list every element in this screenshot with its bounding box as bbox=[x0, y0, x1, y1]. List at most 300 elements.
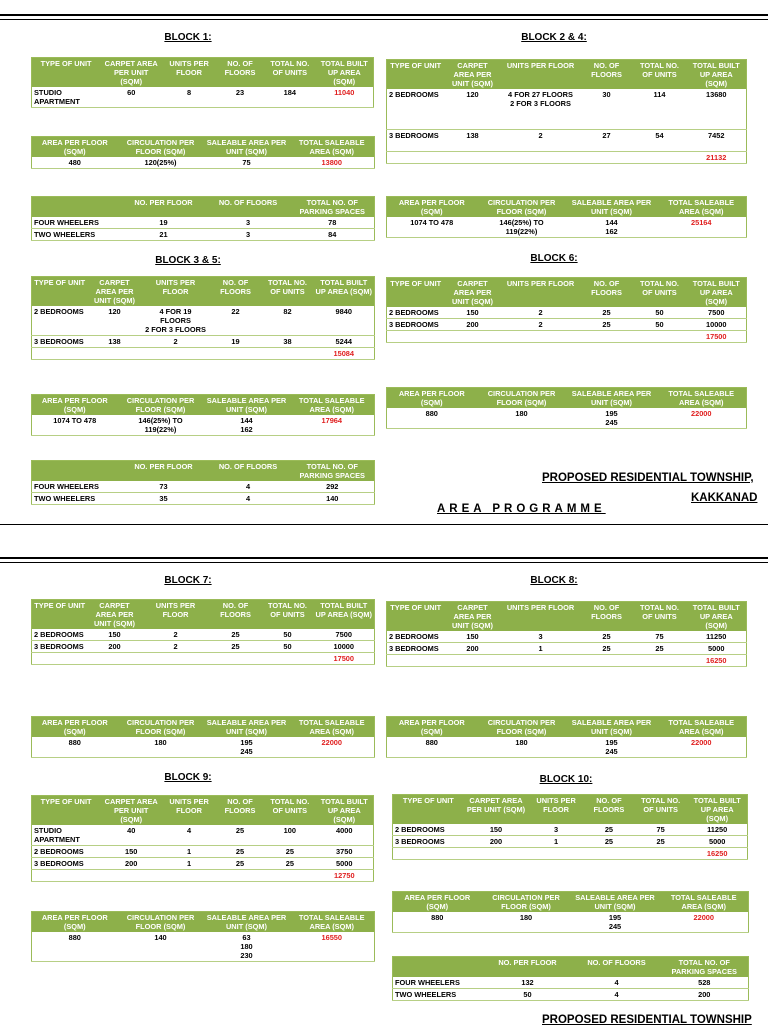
table-cell: 25164 bbox=[657, 217, 747, 238]
header-row bbox=[32, 137, 375, 158]
table-row bbox=[32, 825, 374, 846]
table-cell: 38 bbox=[262, 336, 314, 348]
total-built-up-value: 17500 bbox=[687, 331, 747, 343]
table-cell bbox=[216, 870, 264, 882]
table-cell: 75 bbox=[633, 631, 687, 643]
block-3-5-title: BLOCK 3 & 5: bbox=[155, 255, 221, 266]
total-row bbox=[32, 870, 374, 882]
table-cell: 184 bbox=[264, 87, 315, 108]
header-row bbox=[32, 717, 375, 738]
column-header: CIRCULATION PER FLOOR (SQM) bbox=[482, 892, 571, 913]
table-cell: 200 bbox=[445, 319, 501, 331]
column-header: TOTAL SALEABLE AREA (SQM) bbox=[657, 197, 747, 218]
table-cell: 25 bbox=[210, 641, 262, 653]
block-1-unit-table bbox=[31, 57, 374, 108]
table-cell: 35 bbox=[122, 493, 206, 505]
total-built-up-value: 17500 bbox=[314, 653, 375, 665]
table-cell: 4 bbox=[162, 825, 216, 846]
column-header: TOTAL NO. OF PARKING SPACES bbox=[291, 461, 375, 482]
column-header: CARPET AREA PER UNIT (SQM) bbox=[445, 278, 501, 308]
column-header: CIRCULATION PER FLOOR (SQM) bbox=[118, 717, 204, 738]
footer-title-line2: KAKKANAD bbox=[691, 492, 758, 504]
table-cell bbox=[445, 331, 501, 343]
table-row bbox=[393, 836, 748, 848]
column-header: NO. OF FLOORS bbox=[584, 795, 634, 825]
column-header: TOTAL SALEABLE AREA (SQM) bbox=[290, 395, 375, 416]
table-cell: 146(25%) TO 119(22%) bbox=[118, 415, 204, 436]
table-cell: 5000 bbox=[687, 836, 747, 848]
table-row bbox=[387, 408, 747, 429]
table-cell: 3 BEDROOMS bbox=[387, 129, 445, 151]
table-cell: 200 bbox=[445, 643, 501, 655]
total-built-up-value: 15084 bbox=[314, 348, 375, 360]
column-header: UNITS PER FLOOR bbox=[501, 60, 581, 90]
footer-cut-title: PROPOSED RESIDENTIAL TOWNSHIP bbox=[542, 1014, 752, 1026]
column-header: NO. OF FLOORS bbox=[210, 600, 262, 630]
column-header bbox=[32, 461, 122, 482]
column-header: TYPE OF UNIT bbox=[32, 277, 88, 307]
table-cell bbox=[584, 848, 634, 860]
table-cell: 25 bbox=[216, 825, 264, 846]
column-header: NO. PER FLOOR bbox=[122, 461, 206, 482]
table-row bbox=[32, 846, 374, 858]
table-cell: 150 bbox=[100, 846, 162, 858]
page-2-top-rule-thin bbox=[0, 562, 768, 563]
table-cell bbox=[393, 848, 464, 860]
table-cell: 2 BEDROOMS bbox=[32, 846, 101, 858]
column-header: TOTAL BUILT UP AREA (SQM) bbox=[316, 796, 374, 826]
column-header: NO. OF FLOORS bbox=[216, 58, 264, 88]
table-cell bbox=[581, 655, 633, 667]
column-header: TOTAL NO. OF UNITS bbox=[262, 277, 314, 307]
column-header: SALEABLE AREA PER UNIT (SQM) bbox=[204, 395, 290, 416]
table-cell: 4 bbox=[573, 977, 661, 989]
table-cell: TWO WHEELERS bbox=[393, 989, 483, 1001]
table-row bbox=[32, 858, 374, 870]
table-row bbox=[393, 824, 748, 836]
table-cell: 528 bbox=[661, 977, 749, 989]
header-row bbox=[32, 796, 374, 826]
table-cell: 3 BEDROOMS bbox=[32, 858, 101, 870]
table-cell: 144 162 bbox=[567, 217, 657, 238]
table-cell: 2 BEDROOMS bbox=[32, 306, 88, 336]
column-header: CARPET AREA PER UNIT (SQM) bbox=[100, 58, 162, 88]
table-cell: 880 bbox=[32, 932, 118, 962]
column-header: NO. OF FLOORS bbox=[581, 602, 633, 632]
table-cell: 25 bbox=[210, 629, 262, 641]
column-header: NO. OF FLOORS bbox=[581, 278, 633, 308]
table-cell: 22000 bbox=[657, 408, 747, 429]
column-header: CIRCULATION PER FLOOR (SQM) bbox=[118, 137, 204, 158]
table-cell: 2 bbox=[501, 307, 581, 319]
column-header: TYPE OF UNIT bbox=[32, 58, 101, 88]
column-header: NO. OF FLOORS bbox=[210, 277, 262, 307]
table-cell bbox=[264, 870, 315, 882]
table-cell bbox=[633, 151, 687, 163]
table-cell: 25 bbox=[581, 631, 633, 643]
table-cell: 200 bbox=[100, 858, 162, 870]
table-cell: STUDIO APARTMENT bbox=[32, 87, 101, 108]
column-header: SALEABLE AREA PER UNIT (SQM) bbox=[567, 717, 657, 738]
table-cell bbox=[32, 870, 101, 882]
table-cell: 22000 bbox=[657, 737, 747, 758]
table-cell: 3 BEDROOMS bbox=[32, 336, 88, 348]
table-cell: STUDIO APARTMENT bbox=[32, 825, 101, 846]
table-cell: 25 bbox=[216, 858, 264, 870]
table-row bbox=[32, 493, 375, 505]
column-header: AREA PER FLOOR (SQM) bbox=[32, 395, 118, 416]
table-cell: 120 bbox=[88, 306, 142, 336]
table-cell: 7500 bbox=[687, 307, 747, 319]
table-cell: 25 bbox=[264, 858, 315, 870]
column-header: TOTAL NO. OF UNITS bbox=[633, 278, 687, 308]
column-header: CIRCULATION PER FLOOR (SQM) bbox=[477, 717, 567, 738]
table-cell: 2 bbox=[501, 129, 581, 151]
table-cell bbox=[501, 331, 581, 343]
block-3-5-parking-table bbox=[31, 460, 375, 505]
column-header: UNITS PER FLOOR bbox=[142, 277, 210, 307]
table-cell: 195 245 bbox=[567, 408, 657, 429]
total-built-up-value: 12750 bbox=[316, 870, 374, 882]
table-row bbox=[387, 631, 747, 643]
table-cell: TWO WHEELERS bbox=[32, 493, 122, 505]
table-cell: 2 bbox=[142, 641, 210, 653]
table-cell bbox=[445, 151, 501, 163]
column-header: TOTAL NO. OF PARKING SPACES bbox=[291, 197, 375, 218]
header-row bbox=[32, 277, 375, 307]
table-cell: 2 BEDROOMS bbox=[32, 629, 88, 641]
column-header: TYPE OF UNIT bbox=[32, 600, 88, 630]
table-cell bbox=[581, 151, 633, 163]
table-cell: 4 bbox=[206, 481, 291, 493]
page-2-top-rule bbox=[0, 557, 768, 559]
block-6-area-table bbox=[386, 387, 747, 429]
table-row bbox=[32, 87, 374, 108]
block-10-unit-table bbox=[392, 794, 748, 860]
table-cell bbox=[501, 151, 581, 163]
table-cell: 19 bbox=[210, 336, 262, 348]
column-header: UNITS PER FLOOR bbox=[162, 58, 216, 88]
table-cell: 2 bbox=[142, 336, 210, 348]
column-header: TYPE OF UNIT bbox=[387, 278, 445, 308]
block-1-parking-table bbox=[31, 196, 375, 241]
table-row bbox=[393, 989, 749, 1001]
table-cell: 146(25%) TO 119(22%) bbox=[477, 217, 567, 238]
table-cell bbox=[633, 331, 687, 343]
table-cell: 25 bbox=[633, 643, 687, 655]
column-header: TOTAL BUILT UP AREA (SQM) bbox=[314, 277, 375, 307]
column-header: UNITS PER FLOOR bbox=[528, 795, 584, 825]
column-header: NO. PER FLOOR bbox=[483, 957, 573, 978]
block-10-area-table bbox=[392, 891, 749, 933]
page-1-bottom-rule bbox=[0, 524, 768, 525]
table-cell: 25 bbox=[581, 319, 633, 331]
table-cell: 880 bbox=[387, 408, 477, 429]
table-cell: 50 bbox=[633, 319, 687, 331]
block-1-area-table bbox=[31, 136, 375, 169]
table-cell bbox=[501, 655, 581, 667]
table-cell: 4 bbox=[206, 493, 291, 505]
block-6-unit-table bbox=[386, 277, 747, 343]
table-cell: 180 bbox=[477, 737, 567, 758]
table-cell: 3 BEDROOMS bbox=[393, 836, 464, 848]
column-header: SALEABLE AREA PER UNIT (SQM) bbox=[567, 388, 657, 409]
table-row bbox=[32, 157, 375, 169]
table-cell bbox=[210, 348, 262, 360]
header-row bbox=[32, 461, 375, 482]
table-cell: 23 bbox=[216, 87, 264, 108]
table-row bbox=[32, 336, 375, 348]
table-cell bbox=[142, 348, 210, 360]
table-cell: 200 bbox=[661, 989, 749, 1001]
table-cell bbox=[387, 331, 445, 343]
column-header: TOTAL NO. OF UNITS bbox=[264, 58, 315, 88]
table-cell: 5244 bbox=[314, 336, 375, 348]
table-cell: 3 bbox=[206, 217, 291, 229]
table-cell: 140 bbox=[291, 493, 375, 505]
column-header: CARPET AREA PER UNIT (SQM) bbox=[88, 277, 142, 307]
table-cell: 54 bbox=[633, 129, 687, 151]
column-header: UNITS PER FLOOR bbox=[162, 796, 216, 826]
table-cell: 880 bbox=[32, 737, 118, 758]
table-cell: 50 bbox=[262, 641, 314, 653]
total-built-up-value: 16250 bbox=[687, 848, 747, 860]
table-cell bbox=[32, 653, 88, 665]
column-header: SALEABLE AREA PER UNIT (SQM) bbox=[204, 912, 290, 933]
column-header: TYPE OF UNIT bbox=[32, 796, 101, 826]
block-7-unit-table bbox=[31, 599, 375, 665]
header-row bbox=[387, 278, 747, 308]
column-header: TOTAL BUILT UP AREA (SQM) bbox=[687, 795, 747, 825]
header-row bbox=[387, 717, 747, 738]
table-cell bbox=[581, 331, 633, 343]
column-header: AREA PER FLOOR (SQM) bbox=[393, 892, 482, 913]
header-row bbox=[32, 600, 375, 630]
table-cell: 21 bbox=[122, 229, 206, 241]
column-header: NO. OF FLOORS bbox=[206, 461, 291, 482]
table-row bbox=[32, 217, 375, 229]
total-row bbox=[387, 151, 747, 163]
block-8-unit-table bbox=[386, 601, 747, 667]
table-cell: 19 bbox=[122, 217, 206, 229]
table-cell bbox=[162, 870, 216, 882]
column-header bbox=[393, 957, 483, 978]
table-row bbox=[32, 737, 375, 758]
table-cell: 1 bbox=[162, 858, 216, 870]
table-cell: 22000 bbox=[660, 912, 749, 933]
table-cell: 22000 bbox=[290, 737, 375, 758]
header-row bbox=[387, 197, 747, 218]
column-header: TOTAL NO. OF PARKING SPACES bbox=[661, 957, 749, 978]
column-header: AREA PER FLOOR (SQM) bbox=[387, 197, 477, 218]
table-cell: 1 bbox=[162, 846, 216, 858]
table-cell: 144 162 bbox=[204, 415, 290, 436]
block-6-title: BLOCK 6: bbox=[530, 253, 578, 264]
table-cell: 5000 bbox=[687, 643, 747, 655]
column-header: CARPET AREA PER UNIT (SQM) bbox=[88, 600, 142, 630]
table-row bbox=[32, 415, 375, 436]
column-header: SALEABLE AREA PER UNIT (SQM) bbox=[567, 197, 657, 218]
header-row bbox=[32, 912, 375, 933]
table-cell bbox=[634, 848, 687, 860]
table-row bbox=[32, 641, 375, 653]
table-cell: 2 bbox=[142, 629, 210, 641]
column-header: AREA PER FLOOR (SQM) bbox=[387, 717, 477, 738]
header-row bbox=[393, 892, 749, 913]
column-header: AREA PER FLOOR (SQM) bbox=[387, 388, 477, 409]
table-cell: 63 180 230 bbox=[204, 932, 290, 962]
column-header: TOTAL BUILT UP AREA (SQM) bbox=[314, 600, 375, 630]
table-cell bbox=[445, 655, 501, 667]
table-cell: 195 245 bbox=[571, 912, 660, 933]
table-cell: 40 bbox=[100, 825, 162, 846]
table-cell bbox=[528, 848, 584, 860]
column-header: SALEABLE AREA PER UNIT (SQM) bbox=[204, 137, 290, 158]
table-cell bbox=[210, 653, 262, 665]
table-cell: 100 bbox=[264, 825, 315, 846]
table-cell: 7452 bbox=[687, 129, 747, 151]
column-header: TOTAL BUILT UP AREA (SQM) bbox=[687, 60, 747, 90]
block-3-5-unit-table bbox=[31, 276, 375, 360]
table-cell: 17964 bbox=[290, 415, 375, 436]
table-cell bbox=[262, 653, 314, 665]
column-header: UNITS PER FLOOR bbox=[501, 602, 581, 632]
column-header: TYPE OF UNIT bbox=[387, 60, 445, 90]
table-cell: 120(25%) bbox=[118, 157, 204, 169]
table-cell: 30 bbox=[581, 89, 633, 129]
table-cell: 9840 bbox=[314, 306, 375, 336]
block-8-area-table bbox=[386, 716, 747, 758]
column-header: TYPE OF UNIT bbox=[387, 602, 445, 632]
column-header: TOTAL BUILT UP AREA (SQM) bbox=[687, 278, 747, 308]
table-cell: 13800 bbox=[290, 157, 375, 169]
table-row bbox=[387, 643, 747, 655]
table-row bbox=[32, 306, 375, 336]
header-row bbox=[32, 58, 374, 88]
block-2-4-area-table bbox=[386, 196, 747, 238]
table-cell: 4 bbox=[573, 989, 661, 1001]
table-cell bbox=[262, 348, 314, 360]
table-cell: 25 bbox=[581, 643, 633, 655]
column-header: AREA PER FLOOR (SQM) bbox=[32, 137, 118, 158]
table-cell: 25 bbox=[584, 836, 634, 848]
block-1-title: BLOCK 1: bbox=[164, 32, 212, 43]
column-header: TYPE OF UNIT bbox=[393, 795, 464, 825]
column-header: CARPET AREA PER UNIT (SQM) bbox=[100, 796, 162, 826]
table-cell: 150 bbox=[445, 307, 501, 319]
top-rule-thin bbox=[0, 19, 768, 20]
table-cell: FOUR WHEELERS bbox=[32, 217, 122, 229]
table-row bbox=[387, 89, 747, 129]
table-cell: 880 bbox=[387, 737, 477, 758]
column-header: CIRCULATION PER FLOOR (SQM) bbox=[477, 388, 567, 409]
table-cell: 25 bbox=[264, 846, 315, 858]
top-rule bbox=[0, 14, 768, 16]
block-9-unit-table bbox=[31, 795, 374, 882]
table-cell: 22 bbox=[210, 306, 262, 336]
table-cell: 78 bbox=[291, 217, 375, 229]
column-header: AREA PER FLOOR (SQM) bbox=[32, 912, 118, 933]
header-row bbox=[387, 388, 747, 409]
table-cell: 1 bbox=[501, 643, 581, 655]
table-cell: 75 bbox=[204, 157, 290, 169]
column-header: TOTAL SALEABLE AREA (SQM) bbox=[657, 717, 747, 738]
table-cell: 1074 TO 478 bbox=[387, 217, 477, 238]
table-cell: 200 bbox=[88, 641, 142, 653]
column-header: CIRCULATION PER FLOOR (SQM) bbox=[477, 197, 567, 218]
column-header: NO. OF FLOORS bbox=[573, 957, 661, 978]
table-cell: 138 bbox=[88, 336, 142, 348]
table-cell: 200 bbox=[464, 836, 529, 848]
table-cell bbox=[633, 655, 687, 667]
total-row bbox=[387, 655, 747, 667]
table-cell: TWO WHEELERS bbox=[32, 229, 122, 241]
table-cell: 5000 bbox=[316, 858, 374, 870]
table-cell: 16550 bbox=[290, 932, 375, 962]
table-row bbox=[387, 129, 747, 151]
block-10-parking-table bbox=[392, 956, 749, 1001]
table-cell: 4 FOR 27 FLOORS 2 FOR 3 FLOORS bbox=[501, 89, 581, 129]
total-row bbox=[32, 348, 375, 360]
header-row bbox=[387, 602, 747, 632]
table-cell: 13680 bbox=[687, 89, 747, 129]
column-header: CARPET AREA PER UNIT (SQM) bbox=[464, 795, 529, 825]
table-row bbox=[32, 932, 375, 962]
footer-title-line1: PROPOSED RESIDENTIAL TOWNSHIP, bbox=[542, 472, 754, 484]
table-cell bbox=[464, 848, 529, 860]
block-9-area-table bbox=[31, 911, 375, 962]
table-cell: FOUR WHEELERS bbox=[393, 977, 483, 989]
table-row bbox=[387, 217, 747, 238]
table-cell: 3 BEDROOMS bbox=[32, 641, 88, 653]
column-header: TOTAL NO. OF UNITS bbox=[262, 600, 314, 630]
column-header: SALEABLE AREA PER UNIT (SQM) bbox=[571, 892, 660, 913]
table-cell: 10000 bbox=[687, 319, 747, 331]
table-cell: 3 BEDROOMS bbox=[387, 319, 445, 331]
table-cell: 114 bbox=[633, 89, 687, 129]
table-cell: 1 bbox=[528, 836, 584, 848]
table-cell: 50 bbox=[262, 629, 314, 641]
table-cell: 27 bbox=[581, 129, 633, 151]
column-header: UNITS PER FLOOR bbox=[142, 600, 210, 630]
column-header: NO. PER FLOOR bbox=[122, 197, 206, 218]
table-cell bbox=[387, 655, 445, 667]
table-cell bbox=[88, 653, 142, 665]
block-2-4-title: BLOCK 2 & 4: bbox=[521, 32, 587, 43]
column-header: TOTAL NO. OF UNITS bbox=[634, 795, 687, 825]
table-cell: 50 bbox=[633, 307, 687, 319]
table-cell: 180 bbox=[118, 737, 204, 758]
column-header: SALEABLE AREA PER UNIT (SQM) bbox=[204, 717, 290, 738]
column-header: TOTAL BUILT UP AREA (SQM) bbox=[687, 602, 747, 632]
table-cell: 11250 bbox=[687, 824, 747, 836]
table-cell: 180 bbox=[482, 912, 571, 933]
table-cell: 3 bbox=[206, 229, 291, 241]
table-cell: 3 bbox=[501, 631, 581, 643]
table-row bbox=[387, 319, 747, 331]
table-cell: 150 bbox=[464, 824, 529, 836]
table-cell: 25 bbox=[581, 307, 633, 319]
table-cell: 150 bbox=[88, 629, 142, 641]
total-row bbox=[387, 331, 747, 343]
table-cell: 84 bbox=[291, 229, 375, 241]
column-header: AREA PER FLOOR (SQM) bbox=[32, 717, 118, 738]
table-cell: 480 bbox=[32, 157, 118, 169]
block-7-area-table bbox=[31, 716, 375, 758]
table-cell: 195 245 bbox=[204, 737, 290, 758]
column-header: TOTAL NO. OF UNITS bbox=[633, 60, 687, 90]
table-cell: 25 bbox=[216, 846, 264, 858]
